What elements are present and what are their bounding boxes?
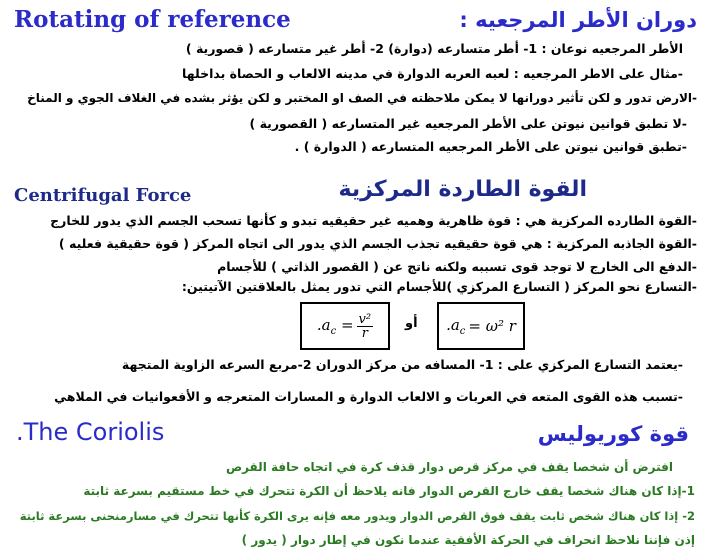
formula-left-lhs: $.a_c$ =	[316, 315, 354, 337]
formula-box-v-squared	[300, 302, 390, 350]
section1-line-2: -مثال على الاطر المرجعيه : لعبه العربه الدوارة في مدينه الالعاب و الحصاة بداخلها	[182, 66, 683, 81]
section3-line-2: 1-إذا كان هناك شخصا يقف خارج القرص الدوار فانه يلاحظ أن الكرة تتحرك في خط مستقيم بسرعة ثابتة	[83, 484, 695, 498]
formula-left-numerator: v²	[358, 311, 372, 327]
section2-line-6: -تسبب هذه القوى المتعه في العربات و الالعاب الدوارة و المسارات المتعرجه و الأفعوانيات في الملاهي	[54, 389, 683, 404]
section2-line-5: -يعتمد التسارع المركزي على : 1- المسافه من مركز الدوران 2-مربع السرعه الزاوية المتجهة	[121, 357, 683, 372]
formula-right-sub: c	[459, 325, 466, 337]
section1-line-3: -الارض تدور و لكن تأثير دورانها لا يمكن ملاحظته في الصف او المختبر و لكن يؤثر بشده في الغلاف الجوي و المناخ	[27, 91, 697, 105]
section2-line-4: -التسارع نحو المركز ( التسارع المركزي )للأجسام التي تدور يمثل بالعلاقتين الآتيتين:	[181, 279, 697, 294]
formula-or: أو	[405, 316, 418, 331]
formula-left-sub: c	[330, 325, 337, 337]
section3-title-ar: قوة كوريوليس	[537, 422, 689, 446]
section3-line-1: افترض أن شخصا يقف في مركز قرص دوار قذف كرة في اتجاه حافة القرص	[225, 460, 673, 474]
section2-line-2: -القوة الجاذبه المركزية : هي قوة حقيقيه تجذب الجسم الذي يدور الى اتجاه المركز ( قوة حقيقية فعليه )	[58, 236, 697, 251]
formula-right-rhs: = ω² r	[468, 317, 516, 335]
formula-left-denominator: r	[361, 325, 368, 341]
section3-line-3: 2- إذا كان هناك شخص ثابت يقف فوق القرص الدوار ويدور معه فإنه يرى الكرة كأنها تتحرك في مسارمنحنى بسرعة ثابتة	[19, 509, 695, 523]
section2-line-3: -الدفع الى الخارج لا توجد قوى تسببه ولكنه ناتج عن ( القصور الذاتي ) للأجسام	[217, 259, 697, 274]
section1-title-ar: دوران الأطر المرجعيه :	[459, 8, 697, 32]
formula-right-lhs: $.a_c$	[446, 315, 466, 337]
section3-line-4: إذن فإننا نلاحظ انحراف في الحركة الأفقية عندما نكون في إطار دوار ( يدور )	[241, 533, 695, 547]
section1-line-5: -تطبق قوانين نيوتن على الأطر المرجعيه المتسارعه ( الدوارة ) .	[294, 139, 687, 154]
section3-title-en: .The Coriolis	[16, 418, 165, 446]
section2-line-1: -القوة الطارده المركزية هي : قوة ظاهرية وهميه غير حقيقيه تبدو و كأنها تسحب الجسم الذي يدور للخارج	[50, 213, 697, 228]
section1-line-1: الأطر المرجعيه نوعان : 1- أطر متسارعه (دوارة) 2- أطر غير متسارعه ( قصورية )	[185, 41, 683, 56]
section2-title-ar: القوة الطاردة المركزية	[338, 177, 587, 202]
section1-title-en: Rotating of reference	[14, 6, 291, 33]
formula-box-omega	[437, 302, 525, 350]
section2-title-en: Centrifugal Force	[14, 185, 192, 206]
section1-line-4: -لا تطبق قوانين نيوتن على الأطر المرجعيه غير المتسارعه ( القصورية )	[249, 116, 687, 131]
formula-left-fraction	[357, 313, 374, 340]
